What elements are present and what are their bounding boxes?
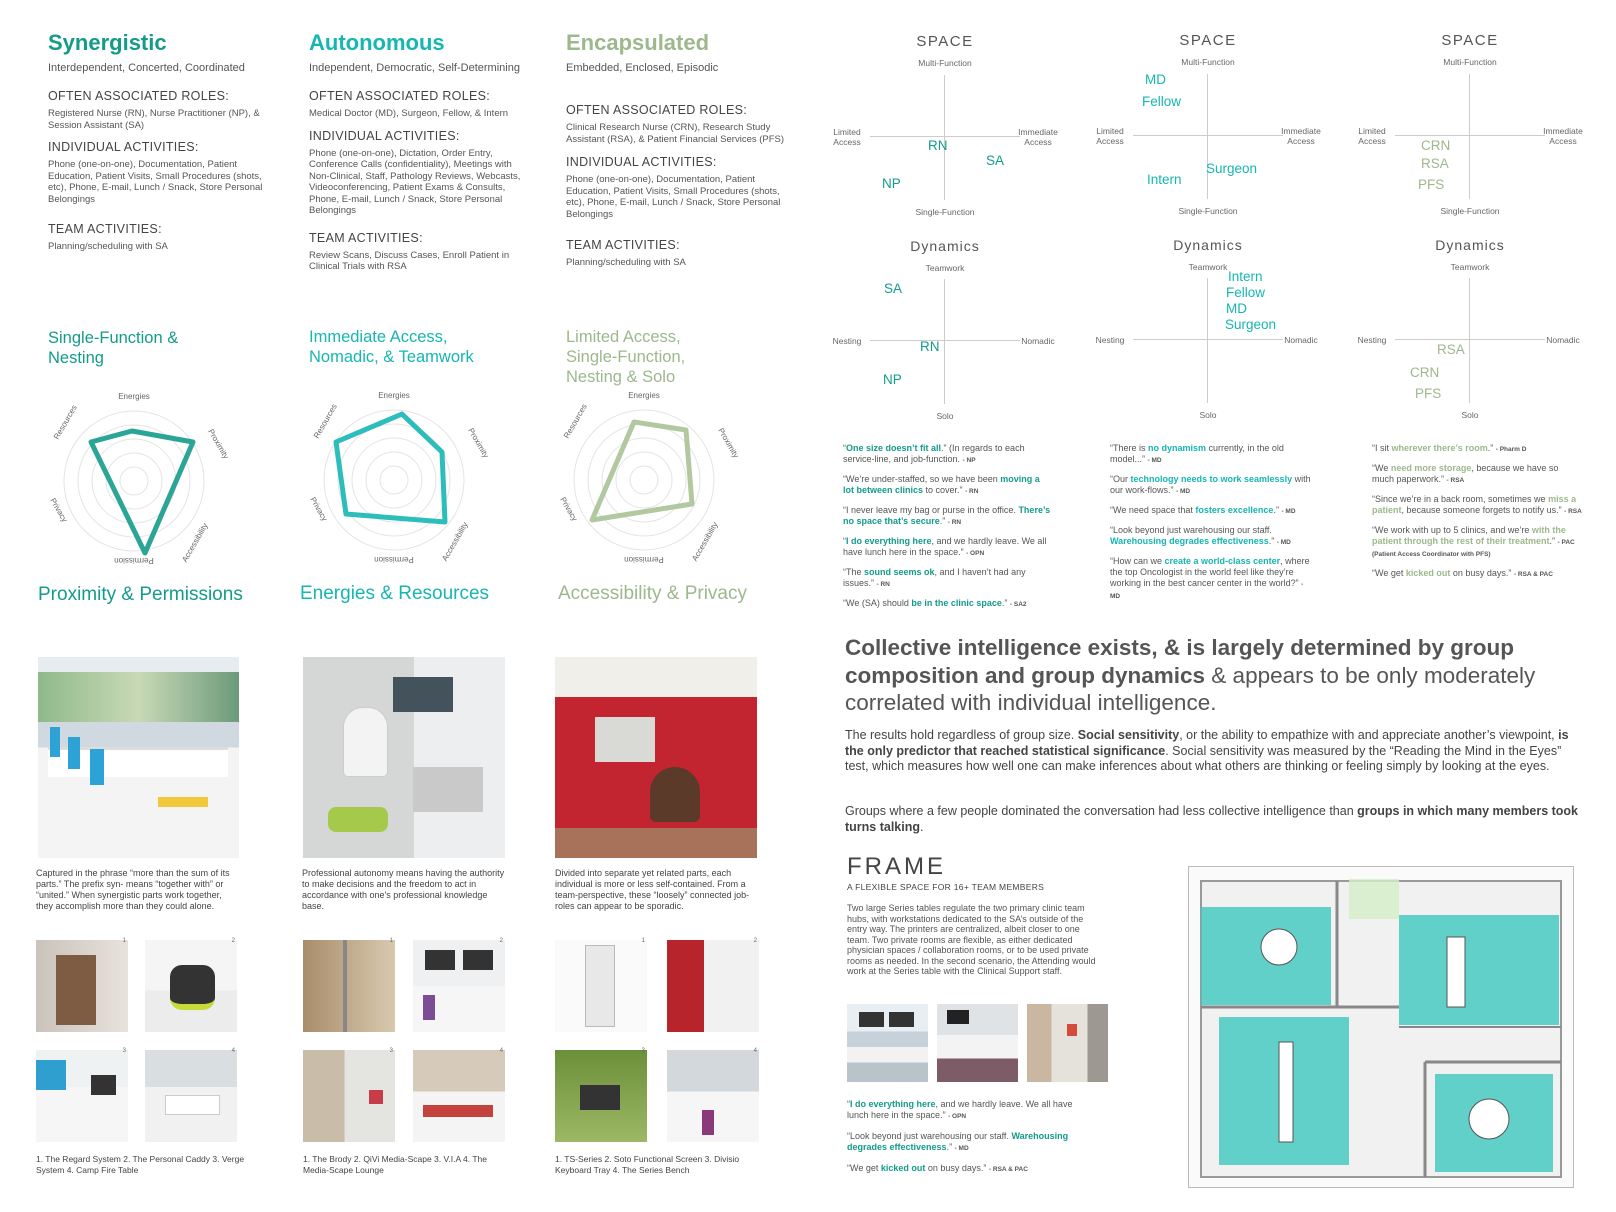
- radar-shape: [592, 422, 692, 520]
- products-autonomous: 1. The Brody 2. QiVi Media-Scape 3. V.I.A 4. The Media-Scape Lounge: [303, 1154, 487, 1175]
- quote: “I do everything here, and we hardly leave. We all have lunch here in the space.” - OPN: [843, 536, 1047, 557]
- axis-left: Limited Access: [1358, 126, 1386, 146]
- quadrant-dynamics-1: [830, 236, 1060, 426]
- thumb-number: 4: [231, 1048, 235, 1054]
- frame-quotes: [847, 1099, 1082, 1175]
- axis-top: Multi-Function: [1443, 57, 1497, 67]
- axis-top: Teamwork: [925, 263, 965, 273]
- axis-right: Immediate Access: [1018, 127, 1058, 147]
- roles-text: Clinical Research Nurse (CRN), Research Study Assistant (RSA), & Patient Financial Services (PFS): [566, 122, 785, 145]
- quote: “Look beyond just warehousing our staff. Warehousing degrades effectiveness.” - MD: [847, 1131, 1069, 1152]
- axis-label: Resources: [51, 403, 79, 441]
- products-synergistic: 1. The Regard System 2. The Personal Caddy 3. Verge System 4. Camp Fire Table: [36, 1154, 245, 1175]
- axis-label: Privacy: [558, 495, 580, 523]
- thumb-number: 2: [499, 938, 503, 944]
- roles-heading: OFTEN ASSOCIATED ROLES:: [309, 89, 491, 103]
- h-axis: [870, 136, 1020, 137]
- axis-right: Nomadic: [1021, 336, 1055, 346]
- column-descriptors: Embedded, Enclosed, Episodic: [566, 62, 719, 74]
- quote: “I do everything here, and we hardly leave. We all have lunch here in the space.” - OPN: [847, 1099, 1073, 1120]
- v-axis: [944, 279, 945, 404]
- quotes-column-3: [1372, 443, 1582, 580]
- axis-label: Permission: [624, 555, 664, 564]
- column-title: Autonomous: [309, 30, 445, 55]
- h-axis: [1133, 339, 1283, 340]
- quote: “We need more storage, because we have so much paperwork.” - RSA: [1372, 463, 1559, 484]
- thumb-number: 4: [499, 1048, 503, 1054]
- axis-top: Multi-Function: [918, 58, 972, 68]
- thumb-number: 1: [641, 938, 645, 944]
- photo-encapsulated: [555, 657, 757, 858]
- role-marker: PFS: [1418, 177, 1445, 192]
- thumb-number: 3: [641, 1048, 645, 1054]
- frame-photo-1: [847, 1004, 928, 1082]
- summary-autonomous: Immediate Access, Nomadic, & Teamwork: [309, 328, 474, 366]
- radar-label-synergistic: Proximity & Permissions: [38, 584, 243, 605]
- axis-left: Nesting: [1357, 335, 1387, 345]
- summary-synergistic: Single-Function & Nesting: [48, 329, 179, 367]
- role-marker: Surgeon: [1225, 317, 1277, 332]
- h-axis: [1395, 339, 1545, 340]
- axis-left: Nesting: [1095, 335, 1125, 345]
- thumb-2: [667, 940, 759, 1032]
- thumb-4: [413, 1050, 505, 1142]
- role-marker: Fellow: [1226, 285, 1266, 300]
- thumb-1: [36, 940, 128, 1032]
- role-marker: MD: [1145, 72, 1166, 87]
- column-synergistic: [48, 30, 268, 253]
- axis-label: Energies: [378, 391, 410, 400]
- radar-label-autonomous: Energies & Resources: [300, 583, 490, 604]
- axis-right: Nomadic: [1284, 335, 1318, 345]
- thumb-3: [303, 1050, 395, 1142]
- v-axis: [1207, 278, 1208, 403]
- role-marker: RN: [920, 339, 940, 354]
- quote: “We get kicked out on busy days.” - RSA & PAC: [1372, 568, 1553, 578]
- axis-bottom: Single-Function: [1440, 206, 1500, 216]
- thumb-4: [667, 1050, 759, 1142]
- summary-encapsulated: Limited Access, Single-Function, Nesting & Solo: [566, 328, 686, 386]
- caption-autonomous: Professional autonomy means having the authority to make decisions and the freedom to act in accordance with one's professional knowledge base.: [302, 868, 505, 911]
- collective-paragraph-2: Groups where a few people dominated the conversation had less collective intelligence than groups in which many members took turns talking.: [845, 804, 1578, 834]
- thumb-2: [145, 940, 237, 1032]
- photo-synergistic: [38, 657, 239, 858]
- quadrant-title: Dynamics: [1435, 237, 1505, 253]
- collective-headline: Collective intelligence exists, & is largely determined by group composition and group dynamics & appears to be only moderately correlated with individual intelligence.: [845, 635, 1536, 715]
- axis-label: Proximity: [466, 426, 491, 460]
- quote: “How can we create a world-class center, where the top Oncologist in the world feel like they’re working in the best cancer center in the world?” - MD: [1110, 556, 1310, 600]
- caption-encapsulated: Divided into separate yet related parts, each individual is more or less self-contained. From a team-perspective, these “loosely” connected job-roles can appear to be sporadic.: [555, 868, 750, 911]
- quote: “Look beyond just warehousing our staff. Warehousing degrades effectiveness.” - MD: [1110, 525, 1291, 546]
- axis-right: Immediate Access: [1543, 126, 1583, 146]
- radar-synergistic: [30, 385, 270, 580]
- axis-label: Privacy: [48, 496, 70, 524]
- column-encapsulated: [566, 30, 791, 269]
- team-text: Planning/scheduling with SA: [48, 241, 168, 252]
- role-marker: CRN: [1421, 138, 1451, 153]
- axis-label: Accessibility: [180, 521, 210, 564]
- quote: “I sit wherever there’s room.” - Pharm D: [1372, 443, 1527, 453]
- photo-autonomous: [303, 657, 505, 858]
- individual-text: Phone (one-on-one), Documentation, Patient Education, Patient Visits, Small Procedures (shots, etc), Phone, E-mail, Lunch / Snack, Store Personal Belongings: [566, 174, 781, 220]
- team-heading: TEAM ACTIVITIES:: [48, 222, 162, 236]
- quadrant-title: Dynamics: [910, 238, 980, 254]
- quadrant-space-1: [830, 30, 1060, 220]
- team-text: Review Scans, Discuss Cases, Enroll Patient in Clinical Trials with RSA: [309, 249, 510, 272]
- axis-label: Proximity: [716, 426, 741, 460]
- h-axis: [1395, 135, 1545, 136]
- thumb-2: [413, 940, 505, 1032]
- individual-text: Phone (one-on-one), Dictation, Order Entry, Conference Calls (confidentiality), Meetings with Non-Clinical, Staff, Pathology Reviews, Webcasts, Videoconferencing, Patient Exams & Consults, Phone, E-mail, Lunch / Snack, Store Personal Belongings: [309, 147, 521, 216]
- quote: “There is no dynamism currently, in the old model...” - MD: [1110, 443, 1284, 464]
- axis-bottom: Solo: [1199, 410, 1217, 420]
- quote: “Since we’re in a back room, sometimes we miss a patient, because someone forgets to notify us.” - RSA: [1372, 494, 1582, 515]
- thumb-number: 3: [122, 1048, 126, 1054]
- quadrant-title: SPACE: [1179, 32, 1237, 49]
- individual-heading: INDIVIDUAL ACTIVITIES:: [48, 140, 199, 154]
- thumb-1: [555, 940, 647, 1032]
- role-marker: PFS: [1415, 386, 1442, 401]
- quote: “We get kicked out on busy days.” - RSA & PAC: [847, 1163, 1028, 1173]
- collective-paragraph-1: The results hold regardless of group size. Social sensitivity, or the ability to empathize with and appreciate another’s viewpoint, is the only predictor that reached statistical significance. Social sensitivity was measured by the “Reading the Mind in the Eyes” test, which measures how well one can make inferences about what others are thinking or feeling simply by looking at the eyes.: [845, 728, 1569, 773]
- quotes-column-1: [843, 443, 1053, 610]
- quote: “We work with up to 5 clinics, and we’re with the patient through the rest of their treatment.” - PAC (Patient Access Coordinator with PFS): [1372, 525, 1575, 558]
- roles-text: Medical Doctor (MD), Surgeon, Fellow, & Intern: [309, 108, 509, 119]
- axis-bottom: Single-Function: [915, 207, 975, 217]
- quadrant-title: SPACE: [1441, 32, 1499, 49]
- axis-label: Permission: [374, 555, 414, 564]
- axis-label: Proximity: [206, 427, 231, 461]
- quadrant-title: Dynamics: [1173, 237, 1243, 253]
- axis-top: Multi-Function: [1181, 57, 1235, 67]
- axis-right: Nomadic: [1546, 335, 1580, 345]
- role-marker: CRN: [1410, 365, 1440, 380]
- v-axis: [1207, 74, 1208, 199]
- thumb-1: [303, 940, 395, 1032]
- team-heading: TEAM ACTIVITIES:: [566, 238, 680, 252]
- thumb-number: 1: [389, 938, 393, 944]
- v-axis: [1469, 74, 1470, 199]
- floor-plan-drawing: [1189, 867, 1573, 1187]
- quadrant-dynamics-3: [1355, 235, 1585, 425]
- quote: “We need space that fosters excellence.” - MD: [1110, 505, 1296, 515]
- axis-label: Accessibility: [690, 520, 720, 563]
- frame-body: Two large Series tables regulate the two primary clinic team hubs, with workstations dedicated to the SA’s outside of the entry way. The printers are centralized, albeit closer to one team. Two private rooms are flexible, as either dedicated physician spaces / collaboration rooms, or to be used private rooms as needed. In the second scenario, the Attending would work at the Series table with the Clinical Support staff.: [847, 903, 1096, 976]
- axis-label: Privacy: [308, 495, 330, 523]
- role-marker: RSA: [1437, 342, 1465, 357]
- thumb-number: 4: [753, 1048, 757, 1054]
- role-marker: NP: [883, 372, 902, 387]
- role-marker: Fellow: [1142, 94, 1182, 109]
- quote: “The sound seems ok, and I haven’t had any issues.” - RN: [843, 567, 1026, 588]
- axis-bottom: Solo: [1461, 410, 1479, 420]
- roles-heading: OFTEN ASSOCIATED ROLES:: [48, 89, 230, 103]
- role-marker: RSA: [1421, 156, 1449, 171]
- radar-shape: [336, 414, 445, 522]
- quadrant-space-3: [1355, 29, 1585, 219]
- frame-photo-3: [1027, 1004, 1108, 1082]
- role-marker: Intern: [1147, 172, 1182, 187]
- individual-heading: INDIVIDUAL ACTIVITIES:: [566, 155, 717, 169]
- column-descriptors: Independent, Democratic, Self-Determining: [309, 62, 520, 74]
- thumb-number: 2: [753, 938, 757, 944]
- quote: “One size doesn’t fit all.” (In regards to each service-line, and job-function. - NP: [843, 443, 1025, 464]
- roles-text: Registered Nurse (RN), Nurse Practitioner (NP), & Session Assistant (SA): [48, 108, 260, 131]
- axis-left: Nesting: [832, 336, 862, 346]
- quotes-column-2: [1110, 443, 1315, 602]
- thumb-number: 2: [231, 938, 235, 944]
- h-axis: [1133, 135, 1283, 136]
- role-marker: RN: [928, 138, 948, 153]
- role-marker: MD: [1226, 301, 1247, 316]
- frame-title: FRAME: [847, 853, 946, 880]
- axis-label: Energies: [118, 392, 150, 401]
- quote: “We’re under-staffed, so we have been moving a lot between clinics to cover.” - RN: [843, 474, 1040, 495]
- axis-bottom: Solo: [936, 411, 954, 421]
- axis-label: Resources: [311, 402, 339, 440]
- products-encapsulated: 1. TS-Series 2. Soto Functional Screen 3. Divisio Keyboard Tray 4. The Series Bench: [555, 1154, 740, 1175]
- team-text: Planning/scheduling with SA: [566, 257, 686, 268]
- axis-left: Limited Access: [833, 127, 861, 147]
- quadrant-title: SPACE: [916, 33, 974, 50]
- axis-label: Permission: [114, 556, 154, 565]
- quote: “We (SA) should be in the clinic space.” - SA2: [843, 598, 1027, 608]
- thumb-number: 3: [389, 1048, 393, 1054]
- axis-bottom: Single-Function: [1178, 206, 1238, 216]
- caption-synergistic: Captured in the phrase “more than the sum of its parts.” The prefix syn- means “together with” or “united.” When synergistic parts work together, they accomplish more than they could alone.: [36, 868, 230, 911]
- individual-heading: INDIVIDUAL ACTIVITIES:: [309, 128, 460, 143]
- role-marker: Surgeon: [1206, 161, 1258, 176]
- axis-top: Teamwork: [1188, 262, 1228, 272]
- frame-photo-2: [937, 1004, 1018, 1082]
- column-descriptors: Interdependent, Concerted, Coordinated: [48, 62, 245, 74]
- radar-autonomous: [290, 384, 530, 579]
- column-autonomous: [309, 30, 531, 273]
- v-axis: [1469, 278, 1470, 403]
- axis-right: Immediate Access: [1281, 126, 1321, 146]
- roles-heading: OFTEN ASSOCIATED ROLES:: [566, 103, 748, 117]
- floor-plan: [1188, 866, 1574, 1188]
- axis-label: Resources: [561, 402, 589, 440]
- axis-label: Accessibility: [440, 520, 470, 563]
- team-heading: TEAM ACTIVITIES:: [309, 230, 423, 245]
- column-title: Encapsulated: [566, 30, 710, 55]
- thumb-3: [36, 1050, 128, 1142]
- role-marker: SA: [884, 281, 903, 296]
- quote: “Our technology needs to work seamlessly with our work-flows.” - MD: [1110, 474, 1311, 495]
- h-axis: [870, 340, 1020, 341]
- role-marker: Intern: [1228, 269, 1263, 284]
- individual-text: Phone (one-on-one), Documentation, Patient Education, Patient Visits, Small Procedures (shots, etc), Phone, E-mail, Lunch / Snack, Store Personal Belongings: [48, 159, 263, 205]
- radar-encapsulated: [540, 384, 780, 579]
- frame-subtitle: A FLEXIBLE SPACE FOR 16+ TEAM MEMBERS: [847, 882, 1045, 892]
- thumb-3: [555, 1050, 647, 1142]
- axis-left: Limited Access: [1096, 126, 1124, 146]
- axis-label: Energies: [628, 391, 660, 400]
- role-marker: SA: [986, 153, 1005, 168]
- axis-top: Teamwork: [1450, 262, 1490, 272]
- quote: “I never leave my bag or purse in the office. There’s no space that’s secure.” - RN: [843, 505, 1051, 526]
- thumb-4: [145, 1050, 237, 1142]
- quadrant-space-2: [1093, 29, 1323, 219]
- thumb-number: 1: [122, 938, 126, 944]
- quadrant-dynamics-2: [1093, 235, 1323, 425]
- role-marker: NP: [882, 176, 901, 191]
- radar-label-encapsulated: Accessibility & Privacy: [558, 583, 747, 604]
- column-title: Synergistic: [48, 30, 167, 55]
